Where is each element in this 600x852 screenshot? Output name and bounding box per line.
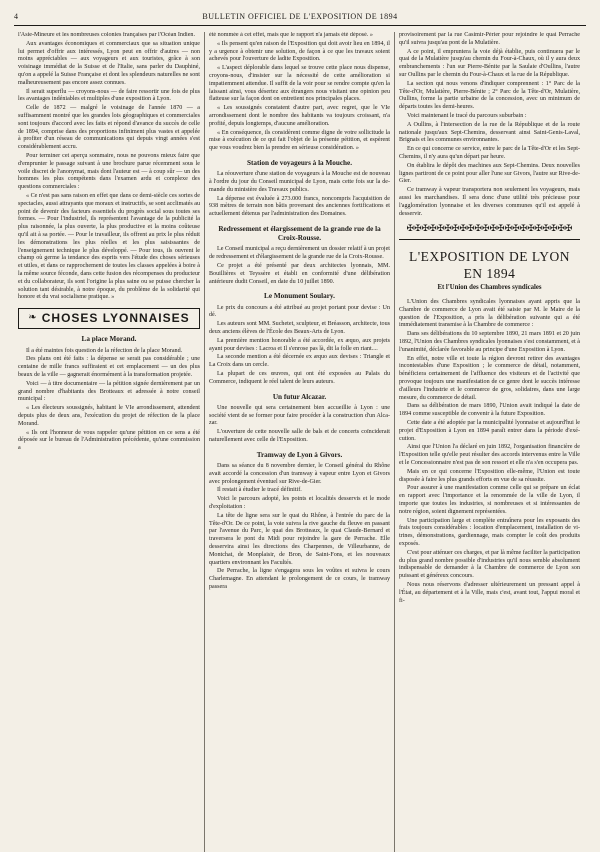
paragraph: « Ils pensent qu'en raison de l'Exposition qui doit avoir lieu en 1894, il y a urgence à obtenir une solution, de façon à ce que les travaux soient achevés pour l'ouverture de ladite Exposition. — [209, 40, 390, 63]
paragraph: A ce point, il empruntera la voie déjà établie, puis continuera par le quai de la Mulatière jusqu'au chemin du Four-à-Chaux, où il y aura deux embranchements : l'un sur Pierre-Bénite par la Saulaie d'Oullins, l'autre sur Oullins par le chemin du Four-à-Chaux et la rue de la République. — [399, 48, 580, 78]
ornament-icon: ❧ — [28, 312, 38, 324]
publication-title: BULLETIN OFFICIEL DE L'EXPOSITION DE 1894 — [202, 11, 398, 21]
paragraph: A Oullins, à l'intersection de la rue de la République et de la route nationale jusqu'aux Sept-Chemins, desservant ainsi Saint-Genis-Laval, Brignais et les communes environnantes. — [399, 121, 580, 144]
paragraph: Voici maintenant le tracé du parcours suburbain : — [407, 112, 527, 119]
paragraph: Cette date a été adoptée par la municipalité lyonnaise et aujourd'hui le projet d'Exposition à Lyon en 1894 paraît entrer dans la période d'exécution. — [399, 420, 580, 442]
paragraph: La dépense est évaluée à 273.000 francs, noncompris l'acquisition de 938 mètres de terrain non bâtis provenant des anciennes fortifications et actuellement détenus par l'administration des Domaines. — [209, 195, 390, 218]
section-title: Tramway de Lyon à Givors. — [256, 450, 343, 459]
paragraph: Les auteurs sont MM. Suchetet, sculpteur, et Bréasson, architecte, tous deux anciens élèves de l'École des Beaux-Arts de Lyon. — [209, 321, 390, 335]
page-number: 4 — [14, 11, 19, 21]
paragraph: L'ouverture de cette nouvelle salle de bals et de concerts coïnciderait naturellement avec celle de l'Exposition. — [209, 429, 390, 443]
paragraph: La section qui nous venons d'indiquer comprennent : 1° Parc de la Tête-d'Or, Mulatière, Pierre-Bénite ; 2° Parc de la Tête-d'Or, Mulatière, Oullins, forme la partie urbaine de la concession, avec un minimum de départs toutes les demi-heures. — [399, 80, 580, 111]
column-middle — [204, 32, 394, 852]
paragraph: L'Union des Chambres syndicales lyonnaises ayant appris que la Chambre de commerce de Lyon avait été saisie par M. le Maire de la question de l'Exposition, a pris la délibération suivante qui a été immédiatement transmise à la Chambre de commerce : — [399, 299, 580, 329]
paragraph: Ce projet a été présenté par deux architectes lyonnais, MM. Bouillières et Teyssère et établi en conformité d'une délibération antérieure dudit Conseil, en date du 10 juillet 1890. — [209, 262, 390, 285]
paragraph: « L'aspect déplorable dans lequel se trouve cette place nous dispense, croyons-nous, d'insister sur la nécessité de cette amélioration si impatiemment attendue. Il suffit de la voir pour se rendre compte qu'en la laissant ainsi, vous désertez aux étrangers nous visitant une opinion peu flatteuse sur la façon dont on entretient nos principales places. — [209, 65, 390, 103]
paragraph: Pour terminer cet aperçu sommaire, nous ne pouvons mieux faire que d'emprunter le passage suivant à une brochure parue récemment sous le voile discret de l'anonymat, mais dont l'auteur est — à coup sûr — un des hommes les plus compétents dans l'examen ardu et complexe des questions commerciales : — [18, 152, 200, 191]
paragraph: Une nouvelle qui sera certainement bien accueillie à Lyon : une société vient de se former pour faire procéder à la construction d'un Alcazar. — [209, 404, 390, 427]
paragraph: La plupart de ces œuvres, qui ont été exposées au Palais du Commerce, indiquent le réel talent de leurs auteurs. — [209, 370, 390, 385]
paragraph: Mais en ce qui concerne l'Exposition elle-même, l'Union est toute disposée à faire les plus grands efforts en vue de sa réussite. — [399, 468, 580, 483]
paragraph: En ce qui concerne ce service, entre le parc de la Tête-d'Or et les Sept-Chemins, il n'y aura qu'un départ par heure. — [399, 146, 580, 160]
paragraph: Voici le parcours adopté, les points et localités desservis et le mode d'exploitation : — [209, 496, 390, 510]
quote-paragraph: « Ce n'est pas sans raison en effet que dans ce demi-siècle ces sortes de spectacles, aussi attrayants que moraux et instructifs, se sont acclimatés au point de devenir des facteurs essentiels du progrès social sous toutes ses formes. — Pour l'industriel, ils représentent l'avantage de la publicité la plus raisonnée, la plus ouverte, la plus productive et la moins coûteuse qu'il ait à sa portée. — Pour le travailleur, ils offrent au prix le plus réduit les démonstrations les plus réelles et les plus saisissantes de l'enseignement technique le plus développé. — Pour tous, ils ouvrent le champ où germe la tendance des esprits vers l'étude des choses sérieuses et utiles, et dans ce rapprochement de toutes les classes appelées à boire à la même source féconde, dans cette fusion des récompenses du producteur et du collaborateur, ils sont l'origine la plus saine ou se puisse chercher la solution tant désirable, à notre époque, du problème de la solidarité qui honore et du vrai socialisme pratique. » — [18, 192, 200, 301]
paragraph: provisoirement par la rue Casimir-Périer pour rejoindre le quai Perrache qu'il suivra jusqu'au pont de la Mulatière. — [399, 32, 580, 46]
section-banner — [18, 308, 200, 329]
paragraph: Dans ses délibérations du 10 septembre 1890, 21 mars 1891 et 20 juin 1892, l'Union des Chambres syndicales lyonnaises s'est constamment, et à l'unanimité, déclarée favorable au principe d'une Exposition à Lyon. — [399, 331, 580, 353]
section-title: Station de voyageurs à la Mouche. — [246, 158, 352, 167]
article-title: L'EXPOSITION DE LYON EN 1894 — [408, 248, 571, 282]
paragraph: été nommée à cet effet, mais que le rapport n'a jamais été déposé. » — [209, 32, 373, 38]
section-title: La place Morand. — [81, 335, 137, 344]
column-right — [394, 32, 584, 852]
paragraph: Une participation large et complète entraînera pour les exposants des frais toujours considérables : location d'emplacement, installation de vitrines, démonstrations, gardiennage, mais compter le coût des produits exposés. — [399, 517, 580, 547]
paragraph: La seconde mention a été décernée ex æquo aux devises : Triangle et La Croix dans un cercle. — [209, 354, 390, 369]
header-rule — [14, 25, 586, 26]
column-left — [14, 32, 204, 852]
paragraph: C'est pour atténuer ces charges, et par là même faciliter la participation du plus grand nombre possible d'industries qu'il nous semble absolument indispensable de demander à la Chambre de commerce de Lyon son puissant et généreux concours. — [399, 549, 580, 580]
paragraph: Des plans ont été faits : la dépense se serait pas considérable ; une centaine de mille francs suffiraient et cet emplacement — un des plus beaux de la ville — gagnerait énormément à la transformation projetée. — [18, 356, 200, 379]
ornament-divider: ✠✠✠✠✠✠✠✠✠✠✠✠✠✠✠✠✠✠✠✠✠✠ — [406, 223, 573, 234]
paragraph: Celle de 1872 — malgré le voisinage de l'année 1870 — a suffisamment montré que les grandes lois géographiques et commerciales sont toujours d'accord avec les faits et répond d'avance du succès de celle de 1894, comprise dans des proportions infiniment plus vastes et appelée à profiter d'un réseau de communications qui depuis vingt années s'est considérablement accru. — [18, 105, 200, 151]
paragraph: Il a été maintes fois question de la réfection de la place Morand. — [26, 347, 183, 354]
paragraph: « En conséquence, ils considèrent comme digne de votre sollicitude la mise à exécution de ce qui fait l'objet de la présente pétition, et espèrent que vous voudrez bien la prendre en sérieuse considération. » — [209, 129, 390, 152]
paragraph: La réouverture d'une station de voyageurs à la Mouche est de nouveau à l'ordre du jour du Conseil municipal de Lyon, mais cette fois sur la demande du ministère des Travaux publics. — [209, 171, 390, 193]
paragraph: En effet, notre ville et toute la région devront retirer des avantages incontestables d'une Exposition ; le commerce de détail, notamment, bénéficiera certainement de l'affluence des visiteurs et de l'activité que provoque toujours une manifestation de ce genre dont le succès intéresse d'ailleurs l'industrie et le commerce de gros, solidaires, dans une large mesure, du commerce de détail. — [399, 355, 580, 401]
paragraph: « Ils ont l'honneur de vous rappeler qu'une pétition en ce sens a été déposée sur le bureau de l'Administration précédente, qu'une commission a — [18, 429, 200, 452]
paragraph: Nous nous réservons d'adresser ultérieurement un pressant appel à l'État, au département et à la Ville, mais c'est, avant tout, l'appui moral et fi- — [399, 581, 580, 604]
paragraph: Il serait superflu — croyons-nous — de faire ressortir une fois de plus les avantages indéniables et multiples d'une exposition à Lyon. — [18, 88, 200, 103]
paragraph: La première mention honorable a été accordée, ex æquo, aux projets ayant pour devises : Lacroa et Il s'enrose pas là, dit la folle en riant.... — [209, 337, 390, 352]
article-subtitle: Et l'Union des Chambres syndicales — [437, 284, 542, 292]
section-title: Le Monument Soulary. — [264, 292, 335, 301]
banner-title: CHOSES LYONNAISES — [41, 311, 190, 326]
paragraph: La tête de ligne sera sur le quai du Rhône, à l'entrée du parc de la Tête-d'Or. De ce point, la voie suivra la rive gauche du fleuve en passant par l'avenue du Parc, le quai des Brotteaux, le quai Claude-Bernard et traversera le pont du Midi pour rejoindre la gare de Perrache. Elle desservira ainsi les directions des Charpennes, de Villeurbanne, de Montchat, de Monplaisir, de Bron, de Saint-Fons, et les nouveaux quartiers environnant les Facultés. — [209, 512, 390, 566]
paragraph: Aux avantages économiques et commerciaux que sa situation unique lui permet d'offrir aux intéressés, Lyon peut en offrir d'autres — non moins appréciables — aux voyageurs et aux touristes, grâce à son voisinage immédiat de la Suisse et de l'Italie, sans parler du Dauphiné, qu'on a appelé la Suisse Française et dont les splendeurs naturelles ne sont malheureusement pas encore assez connues. — [18, 40, 200, 86]
paragraph: On établira le dépôt des machines aux Sept-Chemins. Deux nouvelles lignes partiront de ce point pour aller l'une sur Givors, l'autre sur Rive-de-Gier. — [399, 162, 580, 185]
paragraph: Dans sa séance du 8 novembre dernier, le Conseil général du Rhône avait accordé la concession d'un tramway à vapeur entre Lyon et Givors avec prolongement éventuel sur Rive-de-Gier. — [209, 462, 390, 485]
paragraph: Ce tramway à vapeur transportera non seulement les voyageurs, mais aussi les marchandises. Il sera donc d'une utilité très précieuse pour l'agglomération lyonnaise et les diverses communes qu'il est appelé à desservir. — [399, 187, 580, 217]
section-title: Redressement et élargissement de la grande rue de la Croix-Rousse. — [218, 224, 381, 243]
paragraph: Dans sa délibération de mars 1890, l'Union avait indiqué la date de 1894 comme susceptible de convenir à la future Exposition. — [399, 403, 580, 418]
paragraph: Le prix du concours a été attribué au projet portant pour devise : Un dé. — [209, 304, 390, 319]
columns — [14, 32, 586, 852]
paragraph: Il restait à étudier le tracé définitif. — [217, 487, 302, 494]
paragraph: Pour assurer à une manifestation comme celle qui se prépare un éclat en rapport avec l'importance et la renommée de la ville de Lyon, il importe que toutes les industries, si nombreuses et si intéressantes de notre région, soient dignement représentées. — [399, 485, 580, 515]
paragraph: « Les électeurs soussignés, habitant le VIe arrondissement, attendent depuis plus de deux ans, l'exécution du projet de réfection de la place Morand. — [18, 405, 200, 427]
paragraph: l'Asie-Mineure et les nombreuses colonies françaises par l'Océan Indien. — [18, 32, 195, 38]
divider — [399, 239, 580, 240]
paragraph: Voici — à titre documentaire — la pétition signée dernièrement par un grand nombre d'habitants des Brotteaux et adressée à notre conseil municipal : — [18, 380, 200, 403]
paragraph: « Les soussignés constatent d'autre part, avec regret, que le VIe arrondissement dont le nombre des habitants va toujours croissant, n'a profité, depuis longtemps, d'aucune amélioration. — [209, 105, 390, 127]
section-title: Un futur Alcazar. — [272, 392, 327, 401]
paragraph: De Perrache, la ligne s'engagera sous les voûtes et suivra le cours Charlemagne. En attendant le prolongement de ce cours, le tramway passera — [209, 568, 390, 590]
paragraph: Ainsi que l'Union l'a déclaré en juin 1892, l'organisation financière de l'Exposition telle qu'elle peut résulter des accords intervenus entre la Ville et le Concessionnaire n'est pas de son ressort et elle n'a s'en occupera pas. — [399, 444, 580, 466]
paragraph: Le Conseil municipal a reçu dernièrement un dossier relatif à un projet de redressement et d'élargissement de la grande rue de la Croix-Rousse. — [209, 246, 390, 261]
running-header — [14, 10, 586, 22]
